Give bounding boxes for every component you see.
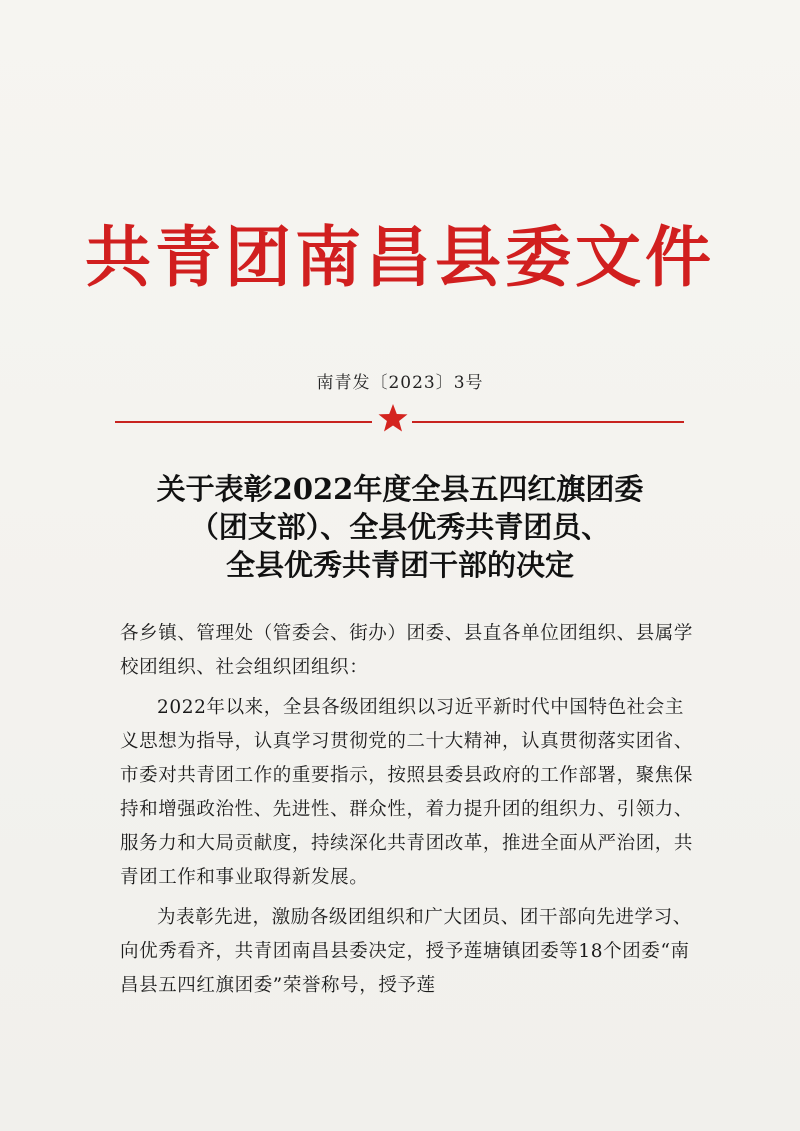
red-divider-left xyxy=(115,421,372,423)
notice-title-line: （团支部）、全县优秀共青团员、 xyxy=(189,510,611,544)
document-header-title: 共青团南昌县委文件 xyxy=(85,219,715,296)
body-paragraph: 为表彰先进，激励各级团组织和广大团员、团干部向先进学习、向优秀看齐，共青团南昌县委决定，授予莲塘镇团委等18个团委“南昌县五四红旗团委”荣誉称号，授予莲 xyxy=(120,907,692,996)
body-paragraph: 2022年以来，全县各级团组织以习近平新时代中国特色社会主义思想为指导，认真学习贯彻党的二十大精神，认真贯彻落实团省、市委对共青团工作的重要指示，按照县委县政府的工作部署，聚焦保持和增强政治性、先进性、群众性，着力提升团的组织力、引领力、服务力和大局贡献度，持续深化共青团改革，推进全面从严治团，共青团工作和事业取得新发展。 xyxy=(120,697,694,888)
notice-title-line: 全县优秀共青团干部的决定 xyxy=(225,548,574,582)
notice-title xyxy=(0,470,800,584)
red-divider-right xyxy=(412,421,684,423)
notice-title-line: 关于表彰2022年度全县五四红旗团委 xyxy=(156,472,644,506)
document-number: 南青发〔2023〕3号 xyxy=(316,373,484,393)
star-icon xyxy=(377,402,409,434)
document-body xyxy=(120,617,695,1009)
salutation: 各乡镇、管理处（管委会、街办）团委、县直各单位团组织、县属学校团组织、社会组织团组织： xyxy=(120,623,694,678)
